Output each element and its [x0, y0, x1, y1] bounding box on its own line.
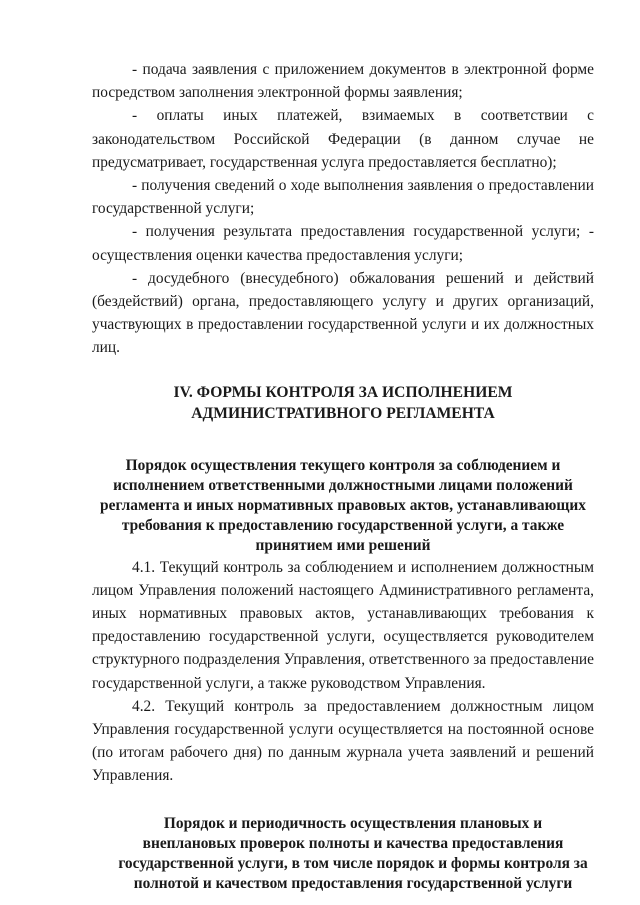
section-title — [92, 382, 594, 424]
paragraph-4-1: 4.1. Текущий контроль за соблюдением и исполнением должностным лицом Управления положений настоящего Административного регламента, иных нормативных правовых актов, устанавливающих требования к предоставлению государственной услуги, осуществляется руководителем структурного подразделения Управления, ответственного за предоставление государственной услуги, а также руководством Управления. — [92, 558, 594, 692]
subheading-line: Порядок осуществления текущего контроля за соблюдением и — [125, 456, 561, 474]
subheading-line: государственной услуги, в том числе порядок и формы контроля за — [118, 854, 588, 872]
subheading-line: требования к предоставлению государственной услуги, а также — [121, 516, 565, 534]
subheading-inspections — [92, 814, 594, 894]
subheading-line: внеплановых проверок полноты и качества предоставления — [142, 834, 564, 852]
bullet-paragraph: - оплаты иных платежей, взимаемых в соответствии с законодательством Российской Федерации (в данном случае не предусматривает, государственная услуга предоставляется бесплатно); — [92, 107, 594, 171]
subheading-line: полнотой и качеством предоставления государственной услуги — [133, 874, 573, 892]
section-title-line: АДМИНИСТРАТИВНОГО РЕГЛАМЕНТА — [191, 404, 495, 422]
subheading-line: регламента и иных нормативных правовых актов, устанавливающих — [100, 496, 586, 514]
subheading-line: принятием ими решений — [255, 536, 431, 554]
subheading-current-control — [92, 456, 594, 556]
subheading-line: исполнением ответственными должностными лицами положений — [113, 476, 573, 494]
subheading-line: Порядок и периодичность осуществления плановых и — [163, 814, 543, 832]
paragraph-4-2: 4.2. Текущий контроль за предоставлением должностным лицом Управления государственной услуги осуществляется на постоянной основе (по итогам рабочего дня) по данным журнала учета заявлений и решений Управления. — [92, 697, 594, 785]
section-title-line: IV. ФОРМЫ КОНТРОЛЯ ЗА ИСПОЛНЕНИЕМ — [173, 383, 513, 401]
bullet-paragraph: - досудебного (внесудебного) обжалования решений и действий (бездействий) органа, предоставляющего услугу и других организаций, участвующих в предоставлении государственной услуги и их должностных лиц. — [92, 269, 594, 357]
bullet-paragraph: - получения сведений о ходе выполнения заявления о предоставлении государственной услуги; — [92, 177, 594, 218]
bullet-paragraph: - подача заявления с приложением документов в электронной форме посредством заполнения электронной формы заявления; — [92, 61, 594, 102]
bullet-paragraph: - получения результата предоставления государственной услуги; - осуществления оценки качества предоставления услуги; — [92, 223, 594, 264]
